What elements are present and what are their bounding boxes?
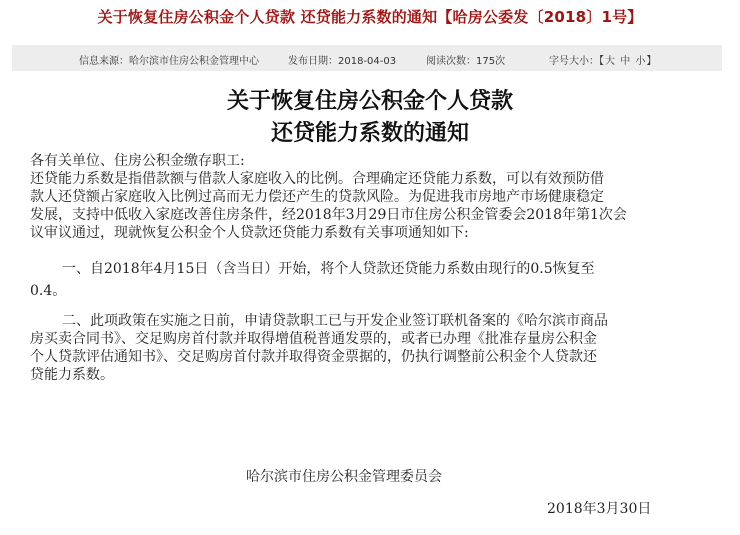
font-size-medium-button[interactable]: 中 xyxy=(620,56,631,67)
sign-date: 2018年3月30日 xyxy=(547,501,652,517)
bracket-close: 】 xyxy=(646,56,657,67)
body-line: 贷能力系数。 xyxy=(30,367,114,383)
body-line: 款人还贷额占家庭收入比例过高而无力偿还产生的贷款风险。为促进我市房地产市场健康稳定 xyxy=(30,189,604,205)
meta-source-value: 哈尔滨市住房公积金管理中心 xyxy=(129,56,259,67)
body-line: 一、自2018年4月15日（含当日）开始，将个人贷款还贷能力系数由现行的0.5恢复至 xyxy=(62,261,595,277)
article-meta-bar xyxy=(12,45,722,71)
body-line: 个人贷款评估通知书》、交足购房首付款并取得资金票据的，仍执行调整前公积金个人贷款还 xyxy=(30,349,597,365)
font-size-large-button[interactable]: 大 xyxy=(605,56,615,67)
page-header-title: 关于恢复住房公积金个人贷款 还贷能力系数的通知【哈房公委发〔2018〕1号】 xyxy=(97,8,643,26)
body-line: 各有关单位、住房公积金缴存职工: xyxy=(30,153,245,169)
bracket-open: 【 xyxy=(599,56,604,67)
body-line: 房买卖合同书》、交足购房首付款并取得增值税普通发票的，或者已办理《批准存量房公积金 xyxy=(30,331,597,347)
font-size-control xyxy=(549,52,656,67)
article-title-line-2: 还贷能力系数的通知 xyxy=(270,120,469,146)
body-line: 0.4。 xyxy=(30,283,67,299)
meta-views-label: 阅读次数： xyxy=(426,56,476,67)
meta-views xyxy=(426,52,505,67)
font-size-small-button[interactable]: 小 xyxy=(635,56,646,67)
meta-views-value: 175次 xyxy=(476,56,506,67)
article-title-line-1: 关于恢复住房公积金个人贷款 xyxy=(226,88,513,114)
meta-date xyxy=(288,52,396,67)
signature: 哈尔滨市住房公积金管理委员会 xyxy=(246,469,442,485)
font-size-label: 字号大小： xyxy=(549,56,599,67)
meta-date-label: 发布日期： xyxy=(288,56,338,67)
body-line: 二、此项政策在实施之日前，申请贷款职工已与开发企业签订联机备案的《哈尔滨市商品 xyxy=(62,313,608,329)
meta-source xyxy=(79,52,259,67)
body-line: 发展，支持中低收入家庭改善住房条件，经2018年3月29日市住房公积金管委会2018年第1次会 xyxy=(30,207,627,223)
meta-date-value: 2018-04-03 xyxy=(338,56,397,67)
meta-source-label: 信息来源： xyxy=(79,56,129,67)
body-line: 还贷能力系数是指借款额与借款人家庭收入的比例。合理确定还贷能力系数，可以有效预防借 xyxy=(30,171,604,187)
body-line: 议审议通过，现就恢复公积金个人贷款还贷能力系数有关事项通知如下: xyxy=(30,225,469,241)
